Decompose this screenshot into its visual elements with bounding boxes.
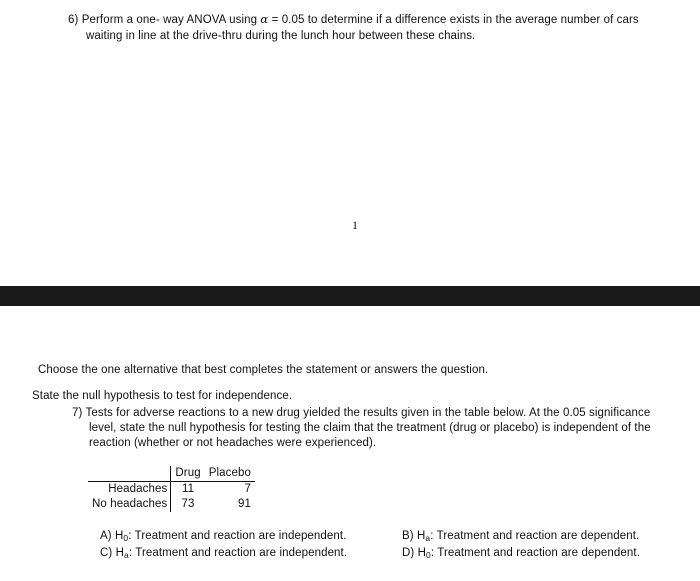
contingency-table	[88, 466, 255, 512]
option-d-text: : Treatment and reaction are dependent.	[430, 547, 640, 559]
page-number: 1	[352, 218, 359, 232]
question-6-number: 6)	[68, 14, 79, 26]
option-d-letter: D)	[402, 547, 415, 559]
cell-headaches-drug: 11	[181, 483, 195, 495]
option-d-subscript: 0	[426, 550, 431, 560]
option-a-h: H	[115, 530, 124, 542]
option-c-text: : Treatment and reaction are independent.	[128, 547, 348, 559]
column-header-placebo: Placebo	[205, 466, 255, 482]
section-instruction: Choose the one alternative that best completes the statement or answers the question.	[38, 364, 489, 376]
cell-headaches-placebo: 7	[244, 483, 251, 495]
cell-no-headaches-drug: 73	[181, 498, 195, 510]
question-7	[72, 406, 651, 451]
question-7-line-1: Tests for adverse reactions to a new drug yielded the results given in the table below. At the 0.05 significance	[85, 407, 651, 419]
option-b-letter: B)	[402, 530, 414, 542]
table-row	[88, 482, 255, 498]
question-6-text-end: = 0.05 to determine if a difference exists in the average number of cars	[271, 14, 639, 26]
option-b[interactable]	[402, 528, 639, 546]
option-a-letter: A)	[100, 530, 112, 542]
question-6	[68, 11, 639, 44]
table-row	[88, 497, 255, 512]
option-c-subscript: a	[124, 550, 129, 560]
cell-no-headaches-placebo: 91	[237, 498, 251, 510]
alpha-symbol: α	[260, 12, 269, 26]
question-7-line-3: reaction (whether or not headaches were experienced).	[89, 437, 377, 449]
option-b-text: : Treatment and reaction are dependent.	[430, 530, 640, 542]
question-6-text-start: Perform a one- way ANOVA using	[81, 14, 258, 26]
column-header-drug: Drug	[171, 466, 205, 482]
option-d-h: H	[417, 547, 427, 559]
row-label-headaches: Headaches	[88, 482, 171, 498]
table-header-row	[88, 466, 255, 482]
option-c-letter: C)	[100, 547, 113, 559]
option-d[interactable]	[402, 545, 640, 563]
table-corner-cell	[88, 466, 171, 482]
option-a[interactable]	[100, 528, 347, 546]
option-b-subscript: a	[425, 533, 431, 543]
option-c-h: H	[115, 547, 125, 559]
option-a-text: : Treatment and reaction are independent.	[128, 530, 347, 542]
question-7-line-2: level, state the null hypothesis for testing the claim that the treatment (drug or placebo) is independent of the	[89, 422, 651, 434]
row-label-no-headaches: No headaches	[88, 497, 171, 512]
option-a-subscript: 0	[123, 533, 129, 543]
option-b-h: H	[417, 530, 426, 542]
question-6-line-2: waiting in line at the drive-thru during the lunch hour between these chains.	[86, 30, 476, 42]
page-divider-bar	[0, 286, 700, 306]
question-prompt: State the null hypothesis to test for independence.	[32, 390, 293, 402]
option-c[interactable]	[100, 545, 347, 563]
question-7-number: 7)	[72, 407, 83, 419]
